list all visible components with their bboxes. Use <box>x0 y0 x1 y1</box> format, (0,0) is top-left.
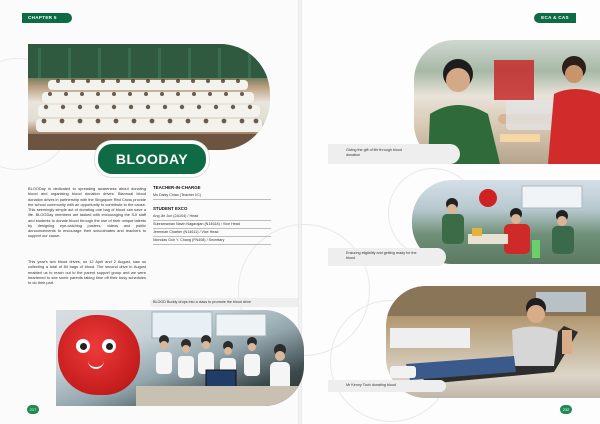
mascot-eye <box>76 339 90 353</box>
mascot-pupil <box>80 343 87 350</box>
group-photo <box>28 44 270 150</box>
page-number-right: 232 <box>560 405 572 414</box>
exco-member: Ang Jie Jun (2A104) / Head <box>153 213 271 221</box>
exco-member: Subramanian Navin Nagarajan (N14618) / Vice Head <box>153 221 271 229</box>
body-paragraph-1: BLOODay is dedicated to spreading awareness about donating blood and organising blood donation drives. Biannual blood donation drives in partnership with the Singapore Red Cross provide the school community with an opportunity to contribute to the cause. This seemingly simple act of donating one bag of blood can save a life. BLOODay members are tasked with encouraging the SJI staff and students to donate blood through the use of their unique talents by designing eye-catching posters, videos and public announcements to encourage their schoolmates and teachers to support our cause. <box>28 186 146 239</box>
photo-caption: Giving the gift of life through blood donation <box>346 148 402 158</box>
section-tab: ECA & CAS <box>534 13 576 23</box>
mascot-smile <box>88 361 104 369</box>
body-paragraph-2: This year's two blood drives, on 12 April and 2 August, saw us collecting a total of 84 bags of blood. The second drive in August enabled us to reach out to the parent support group and we were heartened to see some parents taking time off their busy schedules to do their part. <box>28 259 146 285</box>
photo-caption: BLOOD Buddy drops into a class to promote the blood drive <box>153 300 251 304</box>
photo-caption: Mr Kenny Tooh donating blood <box>346 383 396 387</box>
teacher-in-charge-name: Ms Daisy Chiao (Teacher I/C) <box>153 192 271 200</box>
exco-member: Jeremiah Chartier (N14611) / Vice Head <box>153 229 271 237</box>
group-photo-illustration <box>28 44 270 150</box>
blood-buddy-mascot <box>58 315 140 395</box>
photo-caption: Ensuring eligibility and getting ready for the blood <box>346 251 417 261</box>
mascot-eye <box>102 339 116 353</box>
page-number-left: 217 <box>27 405 39 414</box>
student-exco-heading: STUDENT EXCO <box>153 206 188 211</box>
exco-member: Nicholas Goh Y. Chang (FN408) / Secretary <box>153 237 271 245</box>
page-title: BLOODAY <box>95 141 209 177</box>
mascot-pupil <box>106 343 113 350</box>
teacher-in-charge-heading: TEACHER-IN-CHARGE <box>153 185 201 190</box>
chapter-tab: CHAPTER 5 <box>22 13 72 23</box>
